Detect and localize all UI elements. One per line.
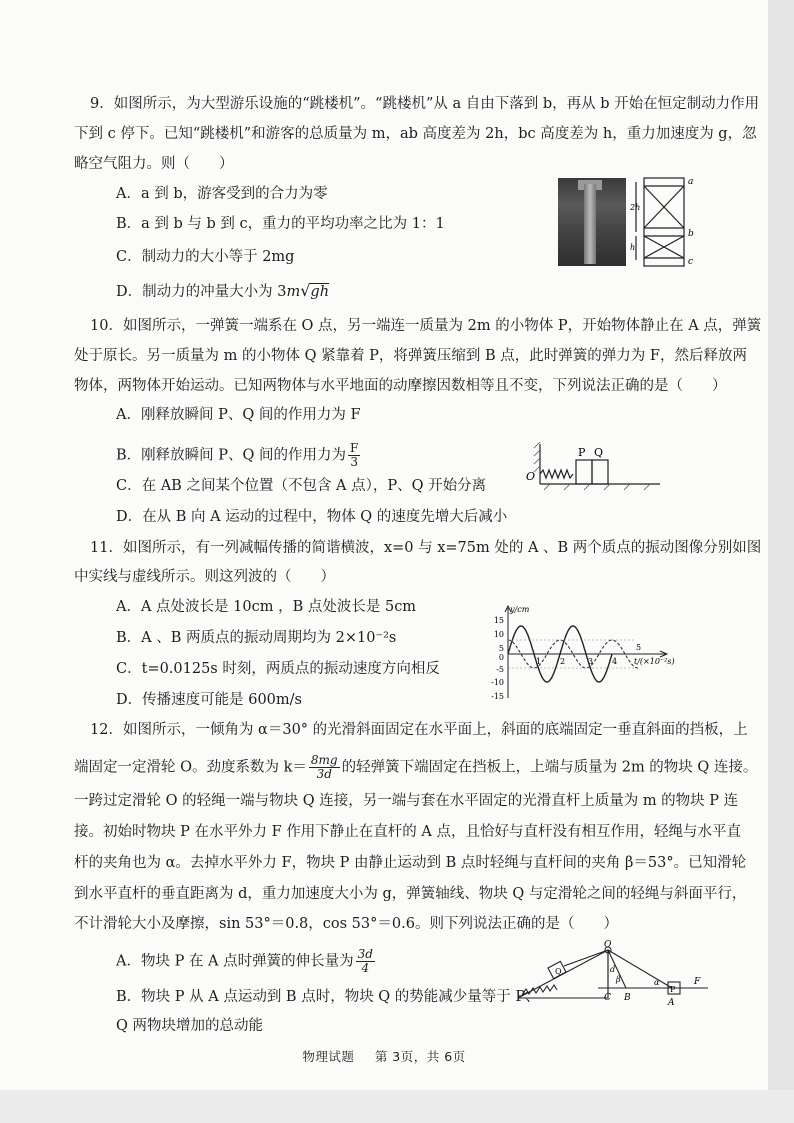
ytick: -10 <box>491 678 504 687</box>
ytick: -5 <box>496 665 504 674</box>
viewer-bottom-strip <box>0 1090 794 1123</box>
ytick: 10 <box>493 630 504 639</box>
page-footer <box>0 1047 768 1065</box>
q11-option-b: B．A 、B 两质点的振动周期均为 2×10⁻²s <box>116 630 397 646</box>
label-B: B <box>624 993 631 1003</box>
y-axis-label: y/cm <box>510 605 530 614</box>
q9-option-a: A．a 到 b，游客受到的合力为零 <box>116 186 328 202</box>
ytick: -15 <box>491 692 504 701</box>
label-2h: 2h <box>630 203 641 212</box>
q10-stem-line2: 处于原长。另一质量为 m 的小物体 Q 紧靠着 P，将弹簧压缩到 B 点，此时弹簧的弹力为 F，然后释放两 <box>74 348 747 364</box>
q12-stem-line2: 端固定一定滑轮 O。劲度系数为 k＝ $\frac{8mg}{3d}$ 的轻弹簧下端固定在挡板上，上端与质量为 2m 的物块 Q 连接。 <box>74 753 758 781</box>
ytick: 15 <box>493 616 504 625</box>
xtick: 2 <box>560 657 566 666</box>
spring-blocks-diagram <box>524 438 664 490</box>
footer-subject: 物理试题 <box>302 1049 355 1064</box>
q12-stem-line5: 杆的夹角也为 α。去掉水平外力 F，物块 P 由静止运动到 B 点时轻绳与直杆间的夹角 β＝53°。已知滑轮 <box>74 855 747 871</box>
label-d: d <box>610 965 616 974</box>
q11-option-a: A．A 点处波长是 10cm ，B 点处波长是 5cm <box>116 599 417 615</box>
label-F: F <box>694 977 701 987</box>
incline-pulley-diagram <box>508 940 712 1010</box>
label-Q: Q <box>594 446 604 459</box>
q11-option-d: D．传播速度可能是 600m/s <box>116 692 302 708</box>
q9-stem-line3: 略空气阻力。则（ ） <box>74 156 234 172</box>
label-O: O <box>604 940 612 950</box>
xtick: 5 <box>636 643 642 652</box>
xtick: 4 <box>612 657 618 666</box>
label-P: P <box>670 985 676 994</box>
q11-stem-line1: 11．如图所示，有一列减幅传播的简谐横波，x=0 与 x=75m 处的 A 、B 两个质点的振动图像分别如图 <box>90 540 762 556</box>
drop-tower-photo <box>558 178 626 266</box>
vibration-graph <box>486 604 676 704</box>
q11-option-c: C．t=0.0125s 时刻，两质点的振动速度方向相反 <box>116 661 440 677</box>
q12-stem-line7: 不计滑轮大小及摩擦，sin 53°＝0.8，cos 53°＝0.6。则下列说法正确的是（ ） <box>74 916 618 932</box>
q9-stem-line2: 下到 c 停下。已知“跳楼机”和游客的总质量为 m，ab 高度差为 2h，bc 高度差为 h，重力加速度为 g，忽 <box>74 126 757 142</box>
q9-option-c: C．制动力的大小等于 2mg <box>116 249 295 265</box>
q12-option-a: A．物块 P 在 A 点时弹簧的伸长量为 $\frac{3d}{4}$ <box>116 947 373 975</box>
label-A: A <box>668 998 675 1008</box>
q12-stem-line3: 一跨过定滑轮 O 的轻绳一端与物块 Q 连接，另一端与套在水平固定的光滑直杆上质量为 m 的物块 P 连 <box>74 793 739 809</box>
label-a: a <box>688 177 694 187</box>
label-alpha: α <box>654 978 660 987</box>
x-axis-label: t/(×10⁻²s) <box>634 657 675 666</box>
q11-stem-line2: 中实线与虚线所示。则这列波的（ ） <box>74 569 335 585</box>
xtick: 3 <box>588 657 594 666</box>
label-P: P <box>578 446 586 459</box>
q12-option-b-line1: B．物块 P 从 A 点运动到 B 点时，物块 Q 的势能减少量等于 P、 <box>116 989 540 1005</box>
footer-page-number: 第 3页，共 6页 <box>374 1049 466 1064</box>
drop-tower-diagram <box>630 172 700 272</box>
label-C: C <box>604 993 611 1003</box>
q10-stem-line3: 物体，两物体开始运动。已知两物体与水平地面的动摩擦因数相等且不变，下列说法正确的是（ ） <box>74 378 727 394</box>
q9-option-b: B．a 到 b 与 b 到 c，重力的平均功率之比为 1：1 <box>116 216 445 232</box>
q12-option-b-line2: Q 两物块增加的总动能 <box>116 1018 263 1034</box>
q10-option-d: D．在从 B 向 A 运动的过程中，物体 Q 的速度先增大后减小 <box>116 509 508 525</box>
ytick: 5 <box>498 644 504 653</box>
q12-stem-line4: 接。初始时物块 P 在水平外力 F 作用下静止在直杆的 A 点，且恰好与直杆没有相互作用，轻绳与水平直 <box>74 824 741 840</box>
label-b: b <box>688 229 694 239</box>
q9-stem-line1: 9．如图所示，为大型游乐设施的“跳楼机”。“跳楼机”从 a 自由下落到 b，再从 b 开始在恒定制动力作用 <box>90 96 760 112</box>
q9-option-d: D．制动力的冲量大小为 3m√gh <box>116 281 330 300</box>
q10-option-a: A．刚释放瞬间 P、Q 间的作用力为 F <box>116 407 361 423</box>
viewer-sidebar <box>768 0 794 1123</box>
label-beta: β <box>616 975 621 984</box>
xtick: 1 <box>536 657 542 666</box>
label-Q: Q <box>555 967 562 976</box>
q12-stem-line1: 12．如图所示，一倾角为 α＝30° 的光滑斜面固定在水平面上，斜面的底端固定一垂直斜面的挡板，上 <box>90 722 748 738</box>
q10-option-b: B．刚释放瞬间 P、Q 间的作用力为 $\frac{F}{3}$ <box>116 441 359 469</box>
q10-stem-line1: 10．如图所示，一弹簧一端系在 O 点，另一端连一质量为 2m 的小物体 P，开始物体静止在 A 点，弹簧 <box>90 318 762 334</box>
q10-option-c: C．在 AB 之间某个位置（不包含 A 点），P、Q 开始分离 <box>116 478 487 494</box>
q12-stem-line6: 到水平直杆的垂直距离为 d，重力加速度大小为 g，弹簧轴线、物块 Q 与定滑轮之间的轻绳与斜面平行， <box>74 886 747 902</box>
label-h: h <box>630 243 636 252</box>
ytick: 0 <box>498 653 504 662</box>
label-O: O <box>526 470 536 483</box>
label-c: c <box>688 257 694 267</box>
